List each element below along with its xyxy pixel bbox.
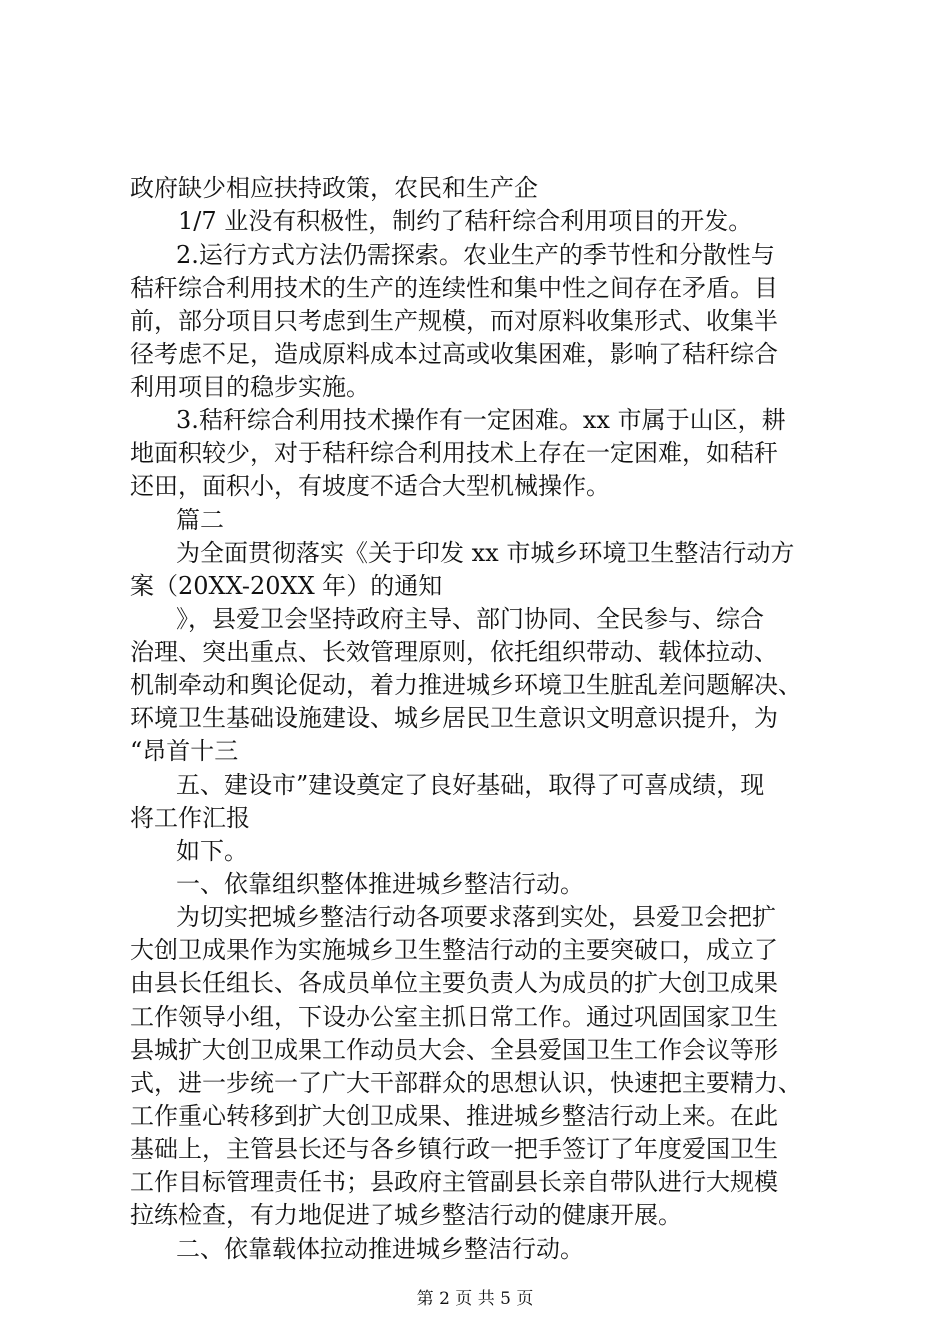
text-line: “昂首十三 <box>130 737 239 765</box>
text-line: 工作重心转移到扩大创卫成果、推进城乡整洁行动上来。在此 <box>130 1102 778 1130</box>
text-line: 案（20XX-20XX 年）的通知 <box>130 572 443 600</box>
text-line: 机制牵动和舆论促动，着力推进城乡环境卫生脏乱差问题解决、 <box>130 671 802 699</box>
text-line: 由县长任组长、各成员单位主要负责人为成员的扩大创卫成果 <box>130 969 778 997</box>
text-line: 2.运行方式方法仍需探索。农业生产的季节性和分散性与 <box>176 241 775 269</box>
text-line: 利用项目的稳步实施。 <box>130 373 370 401</box>
text-line: 地面积较少，对于秸秆综合利用技术上存在一定困难，如秸秆 <box>130 439 778 467</box>
text-line: 1/7 业没有积极性，制约了秸秆综合利用项目的开发。 <box>178 207 753 235</box>
text-line: 秸秆综合利用技术的生产的连续性和集中性之间存在矛盾。目 <box>130 274 778 302</box>
text-line: 如下。 <box>176 837 248 865</box>
text-line: 拉练检查，有力地促进了城乡整洁行动的健康开展。 <box>130 1201 682 1229</box>
text-line: 县城扩大创卫成果工作动员大会、全县爱国卫生工作会议等形 <box>130 1036 778 1064</box>
text-line: 还田，面积小，有坡度不适合大型机械操作。 <box>130 472 610 500</box>
text-line: 径考虑不足，造成原料成本过高或收集困难，影响了秸秆综合 <box>130 340 778 368</box>
text-line: 工作目标管理责任书；县政府主管副县长亲自带队进行大规模 <box>130 1168 778 1196</box>
text-line: 基础上，主管县长还与各乡镇行政一把手签订了年度爱国卫生 <box>130 1135 778 1163</box>
text-line: 治理、突出重点、长效管理原则，依托组织带动、载体拉动、 <box>130 638 778 666</box>
text-line: 式，进一步统一了广大干部群众的思想认识，快速把主要精力、 <box>130 1069 802 1097</box>
text-line: 环境卫生基础设施建设、城乡居民卫生意识文明意识提升，为 <box>130 704 778 732</box>
text-line: 政府缺少相应扶持政策，农民和生产企 <box>130 174 538 202</box>
text-line: 前，部分项目只考虑到生产规模，而对原料收集形式、收集半 <box>130 307 778 335</box>
page-footer: 第 2 页 共 5 页 <box>416 1289 534 1309</box>
text-line: 大创卫成果作为实施城乡卫生整洁行动的主要突破口，成立了 <box>130 936 778 964</box>
text-line: 工作领导小组，下设办公室主抓日常工作。通过巩固国家卫生 <box>130 1003 778 1031</box>
section-heading: 二、依靠载体拉动推进城乡整洁行动。 <box>176 1235 584 1263</box>
text-line: 3.秸秆综合利用技术操作有一定困难。xx 市属于山区，耕 <box>176 406 786 434</box>
section-heading: 一、依靠组织整体推进城乡整洁行动。 <box>176 870 584 898</box>
text-line: 五、建设市”建设奠定了良好基础，取得了可喜成绩，现 <box>176 771 765 799</box>
text-line: 为切实把城乡整洁行动各项要求落到实处，县爱卫会把扩 <box>176 903 776 931</box>
section-heading: 篇二 <box>176 506 224 534</box>
text-line: 将工作汇报 <box>130 804 250 832</box>
text-line: 》，县爱卫会坚持政府主导、部门协同、全民参与、综合 <box>176 605 764 633</box>
text-line: 为全面贯彻落实《关于印发 xx 市城乡环境卫生整洁行动方 <box>176 539 795 567</box>
